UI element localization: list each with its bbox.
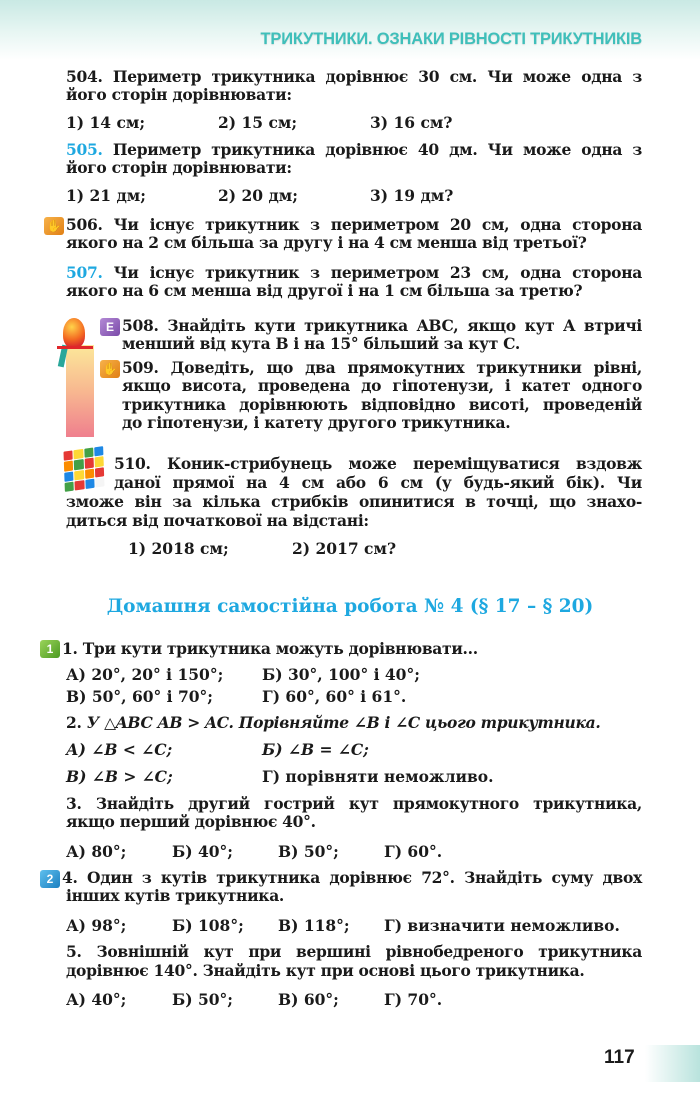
problem-number: 508. [122,316,159,335]
answer-option: Б) 40°; [172,842,234,861]
problem-number: 507. [66,263,103,282]
question-number: 5. [66,942,82,961]
answer-option: В) 60°; [278,990,339,1009]
question-text: 5. Зовнішній кут при вершині рівнобедреного трикутника [66,942,642,961]
answer-option: Г) 70°. [384,990,443,1009]
question-number: 4. [62,868,78,887]
problem-text-line: диться від початкової на відстані: [66,511,369,530]
level-2-block-icon: 2 [40,870,60,888]
question-text: 4. Один з кутів трикутника дорівнює 72°. Знайдіть суму двох [62,868,642,887]
answer-option: А) 98°; [66,916,127,935]
option: 2) 15 см; [218,113,298,132]
purple-e-block-icon: Е [100,318,120,336]
answer-option: А) 40°; [66,990,127,1009]
question-text: 1. Три кути трикутника можуть дорівнювати... [62,639,478,658]
answer-option: Б) ∠B = ∠C; [262,740,369,759]
problem-text-line: 508. Знайдіть кути трикутника ABC, якщо кут A втричі [122,316,642,335]
answer-option: А) 80°; [66,842,127,861]
problem-text-line: якого на 2 см більша за другу і на 4 см менша від третьої? [66,233,587,252]
parrot-icon [63,318,85,348]
problem-number: 506. [66,215,103,234]
answer-option: Б) 50°; [172,990,234,1009]
problem-text-line: даної прямої на 4 см або 6 см (у будь-який бік). Чи [114,473,642,492]
problem-text-line: зможе він за кілька стрибків опинитися в точці, що знахо- [66,492,642,511]
section-title: Домашня самостійна робота № 4 (§ 17 – § 20) [106,596,594,617]
problem-text-line: 510. Коник-стрибунець може переміщуватися вздовж [114,454,642,473]
problem-text-line: 504. Периметр трикутника дорівнює 30 см. Чи може одна з [66,67,642,86]
question-text: дорівнює 140°. Знайдіть кут при основі цього трикутника. [66,961,585,980]
problem-text-line: якщо висота, проведена до гіпотенузи, і катет одного [122,376,642,395]
answer-option: Г) 60°. [384,842,443,861]
problem-text-line: його сторін дорівнювати: [66,85,292,104]
problem-text-line: 507. Чи існує трикутник з периметром 23 см, одна сторона [66,263,642,282]
answer-option: Б) 108°; [172,916,244,935]
problem-number: 504. [66,67,103,86]
problem-text-line: якого на 6 см менша від другої і на 1 см більша за третю? [66,281,583,300]
problem-text-line: його сторін дорівнювати: [66,158,292,177]
page-tab [645,1045,700,1082]
problem-number: 505. [66,140,103,159]
problem-text-line: 509. Доведіть, що два прямокутних трикутники рівні, [122,358,642,377]
answer-option: Г) 60°, 60° і 61°. [262,687,407,706]
chapter-title: ТРИКУТНИКИ. ОЗНАКИ РІВНОСТІ ТРИКУТНИКІВ [260,30,642,48]
question-number: 3. [66,794,82,813]
answer-option: Г) порівняти неможливо. [262,767,494,786]
option: 1) 14 см; [66,113,146,132]
rubiks-cube-icon [63,446,104,492]
option: 3) 19 дм? [370,186,454,205]
problem-number: 510. [114,454,151,473]
orange-hand-block-icon: ✋ [44,217,64,235]
answer-option: Б) 30°, 100° і 40°; [262,665,420,684]
problem-number: 509. [122,358,159,377]
problem-text-line: трикутника дорівнюють відповідно висоті, проведеній [122,395,642,414]
question-text: якщо перший дорівнює 40°. [66,812,316,831]
option: 1) 2018 см; [128,539,229,558]
question-number: 2. [66,713,82,732]
problem-text-line: 506. Чи існує трикутник з периметром 20 см, одна сторона [66,215,642,234]
page-number: 117 [604,1047,635,1068]
decorative-bar [66,345,94,437]
question-text: інших кутів трикутника. [66,886,285,905]
perch-line [57,346,93,349]
option: 1) 21 дм; [66,186,146,205]
answer-option: А) ∠B < ∠C; [66,740,173,759]
question-number: 1. [62,639,78,658]
question-text: 2. У △ABC AB > AC. Порівняйте ∠B і ∠C цього трикутника. [66,713,601,732]
question-text: 3. Знайдіть другий гострий кут прямокутного трикутника, [66,794,642,813]
level-1-block-icon: 1 [40,640,60,658]
problem-text-line: до гіпотенузи, і катету другого трикутника. [122,413,511,432]
answer-option: В) ∠B > ∠C; [66,767,173,786]
problem-text-line: 505. Периметр трикутника дорівнює 40 дм. Чи може одна з [66,140,642,159]
answer-option: В) 50°; [278,842,339,861]
option: 2) 2017 см? [292,539,397,558]
answer-option: В) 118°; [278,916,350,935]
answer-option: В) 50°, 60° і 70°; [66,687,213,706]
answer-option: Г) визначити неможливо. [384,916,620,935]
orange-hand-block-icon: ✋ [100,360,120,378]
option: 3) 16 см? [370,113,453,132]
option: 2) 20 дм; [218,186,298,205]
answer-option: А) 20°, 20° і 150°; [66,665,224,684]
problem-text-line: менший від кута B і на 15° більший за кут C. [122,334,520,353]
